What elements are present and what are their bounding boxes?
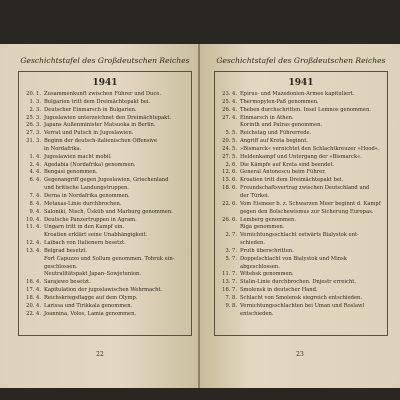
entry-text: Sarajewo besetzt. [44,279,91,286]
entry-date: 18. 4. [26,294,41,301]
entry-date: 24. 5. [222,145,237,152]
book-spread [0,44,400,388]
entry-text: Verrat und Putsch in Jugoslawien. [44,130,134,137]
entry-date: 25. 3. [26,114,41,121]
entry-text: Saloniki, Nisch, Üsküb und Marburg genommen. [44,208,173,215]
entry-date: 11. 7. [222,271,237,278]
left-page [0,44,200,388]
entry-text: Belgrad besetzt. Fort Capuzzo und Sollum genommen. Tobruk ein- geschlossen. Neutralitätspakt Japan–Sowjetunion. [44,247,175,278]
entry-text: Vernichtungsschlacht ostwärts Bialystok ent- schieden. [240,232,359,247]
entry-text: Ungarn tritt in den Kampf ein. Kroatien erklärt seine Unabhängigkeit. [44,224,148,239]
entry-date: 18. 6. [222,185,237,192]
timeline-entry [218,169,384,177]
timeline-entry [218,154,384,162]
timeline-entry [22,248,188,279]
entry-date: 13. 4. [26,247,41,254]
entry-text: Riga genommen. [240,224,285,231]
timeline-entry [22,99,188,107]
timeline-entry [22,138,188,154]
entry-text: Jugoslawien unterzeichnet den Dreimächtepakt. [44,114,172,121]
entry-date: 15. 6. [222,177,237,184]
timeline-entry [218,224,384,232]
entry-date: 16. 4. [26,279,41,286]
entry-date: 1. 4. [29,153,41,160]
timeline-entry [218,232,384,248]
entry-date: 26. 6. [222,216,237,223]
entry-date: 12. 4. [26,240,41,247]
left-page-year: 1941 [92,78,118,88]
timeline-entry [22,177,188,193]
entry-text: Witebsk genommen. [240,271,294,278]
timeline-entry [22,240,188,248]
entry-date: 7. 4. [29,192,41,199]
timeline-entry [218,295,384,303]
entry-text: Bulgarien tritt dem Dreimächtepakt bei. [44,98,151,105]
entry-text: Deutscher Einmarsch in Bulgarien. [44,106,137,113]
entry-text: Stalin-Linie durchbrochen. Dnjestr erreicht. [240,279,357,286]
timeline-entry [22,279,188,287]
entry-text: Smolensk in deutscher Hand. [240,287,318,294]
timeline-entry [22,130,188,138]
timeline-entry [22,303,188,311]
entry-text: Metaxas-Linie durchbrochen. [44,200,122,207]
entry-date: 8. 4. [29,200,41,207]
entry-date: 22. 6. [222,200,237,207]
entry-date: 26. 4. [222,106,237,113]
timeline-entry [22,122,188,130]
entry-text: Theben durchschritten. Insel Lemnos genommen. [240,106,371,113]
timeline-entry [22,217,188,225]
entry-text: Die Kämpfe auf Kreta sind beendet. [240,161,335,168]
timeline-entry [218,130,384,138]
entry-date: 25. 4. [222,98,237,105]
entry-date: 1. 3. [29,98,41,105]
entry-date: 20. 5. [222,138,237,145]
entry-date: 6. 4. [29,177,41,184]
entry-date: 12. 6. [222,169,237,176]
timeline-entry [22,209,188,217]
entry-date: 3. 7. [225,247,237,254]
left-page-frame [18,71,192,336]
entry-date: 10. 4. [26,216,41,223]
entry-date: 27. 5. [222,153,237,160]
entry-text: General Antonescu beim Führer. [240,169,326,176]
entry-text: Zusammenkunft zwischen Führer und Duce. [44,91,161,97]
entry-date: 9. 8. [225,302,237,309]
timeline-entry [218,303,384,319]
timeline-entry [218,115,384,131]
entry-date: 7. 8. [225,294,237,301]
entry-date: 2. 3. [29,106,41,113]
entry-text: Thermopylen-Paß genommen. [240,98,319,105]
timeline-entry [218,146,384,154]
timeline-entry [22,154,188,162]
timeline-entry [218,287,384,295]
entry-text: Einmarsch in Athen. Korinth und Patras genommen. [240,114,323,129]
entry-date: 31. 3. [26,138,41,145]
entry-text: Reichskriegsflagge auf dem Olymp. [44,294,138,301]
timeline-entry [22,311,188,319]
right-page-number: 23 [296,351,304,358]
entry-text: Kapitulation der jugoslawischen Wehrmacht. [44,287,163,294]
entry-text: Epirus- und Mazedonien-Armee kapituliert. [240,91,355,97]
entry-text: Joannina, Volos, Lamia genommen. [44,310,137,317]
timeline-entry [218,279,384,287]
entry-text: Schlacht von Smolensk siegreich entschieden. [240,294,363,301]
entry-text: Lemberg genommen. [240,216,297,223]
timeline-entry [22,287,188,295]
entry-text: Gegenangriff gegen Jugoslawien, Griechenland und britische Landungstruppen. [44,177,169,192]
entry-date: 2. 7. [225,232,237,239]
entry-date [218,224,240,232]
entry-date: 2. 6. [225,161,237,168]
timeline-entry [218,201,384,217]
right-page-frame [214,71,388,336]
right-entry-list [218,91,384,318]
timeline-entry [22,295,188,303]
left-page-number: 22 [96,351,104,358]
entry-text: Beginn der deutsch-italienischen Offensive in Nordafrika. [44,138,158,152]
entry-text: Japans Außenminister Matsuoka in Berlin. [44,122,156,129]
timeline-entry [218,107,384,115]
entry-date: 20. 1. [26,91,41,97]
entry-date: 11. 4. [26,224,41,231]
timeline-entry [218,248,384,256]
timeline-entry [218,99,384,107]
entry-date: 22. 4. [26,310,41,317]
entry-text: Laibach von Italienern besetzt. [44,240,126,247]
entry-date: 13. 7. [222,279,237,286]
entry-text: Vom Eismeer b. z. Schwarzen Meer beginnt d. Kampf gegen den Bolschewismus zur Sicherung Europas. [240,200,381,215]
entry-date: 27. 4. [222,114,237,121]
timeline-entry [22,201,188,209]
timeline-entry [218,256,384,272]
timeline-entry [218,162,384,170]
entry-text: Larissa und Tirikkala genommen. [44,302,133,309]
timeline-entry [218,271,384,279]
entry-text: Agedabia (Nordafrika) genommen. [44,161,136,168]
entry-date: 17. 4. [26,287,41,294]
entry-date: 27. 3. [26,130,41,137]
entry-text: Bengasi genommen. [44,169,98,176]
entry-date: 2. 4. [29,161,41,168]
entry-text: »Bismarck« vernichtet den Schlachtkreuzer »Hood«. [240,145,380,152]
entry-date: 23. 4. [222,91,237,97]
timeline-entry [218,138,384,146]
right-page [200,44,400,388]
entry-date: 20. 4. [26,302,41,309]
timeline-entry [22,193,188,201]
entry-text: Derna in Nordafrika genommen. [44,192,130,199]
timeline-entry [218,91,384,99]
left-entry-list [22,91,188,318]
entry-text: Pruth überschritten. [240,247,294,254]
entry-date: 5. 7. [225,255,237,262]
entry-text: Vernichtungsschlachten bei Uman und Roslawl entschieden. [240,302,365,317]
timeline-entry [22,224,188,240]
entry-text: Heldenkampf und Untergang der »Bismarck«. [240,153,362,160]
entry-text: Freundschaftsvertrag zwischen Deutschland und der Türkei. [240,185,370,199]
entry-text: Deutsche Panzertruppen in Agram. [44,216,137,223]
timeline-entry [22,115,188,123]
entry-date: 9. 4. [29,208,41,215]
entry-text: Kroatien tritt dem Dreimächtepakt bei. [240,177,344,184]
timeline-entry [218,185,384,201]
timeline-entry [218,217,384,225]
entry-date: 5. 5. [225,130,237,137]
entry-date: 4. 4. [29,169,41,176]
timeline-entry [22,91,188,99]
timeline-entry [22,162,188,170]
entry-text: Doppelschlacht von Bialystok und Minsk abgeschlossen. [240,255,347,270]
right-page-year: 1941 [288,78,314,88]
entry-date: 26. 3. [26,122,41,129]
left-page-title: Geschichtstafel des Großdeutschen Reiches [20,56,190,65]
timeline-entry [218,177,384,185]
entry-date: 16. 7. [222,287,237,294]
timeline-entry [22,169,188,177]
entry-text: Angriff auf Kreta beginnt. [240,138,308,145]
timeline-entry [22,107,188,115]
entry-text: Jugoslawien macht mobil. [44,153,112,160]
entry-text: Reichstag und Führerrede. [240,130,312,137]
right-page-title: Geschichtstafel des Großdeutschen Reiches [216,56,386,65]
